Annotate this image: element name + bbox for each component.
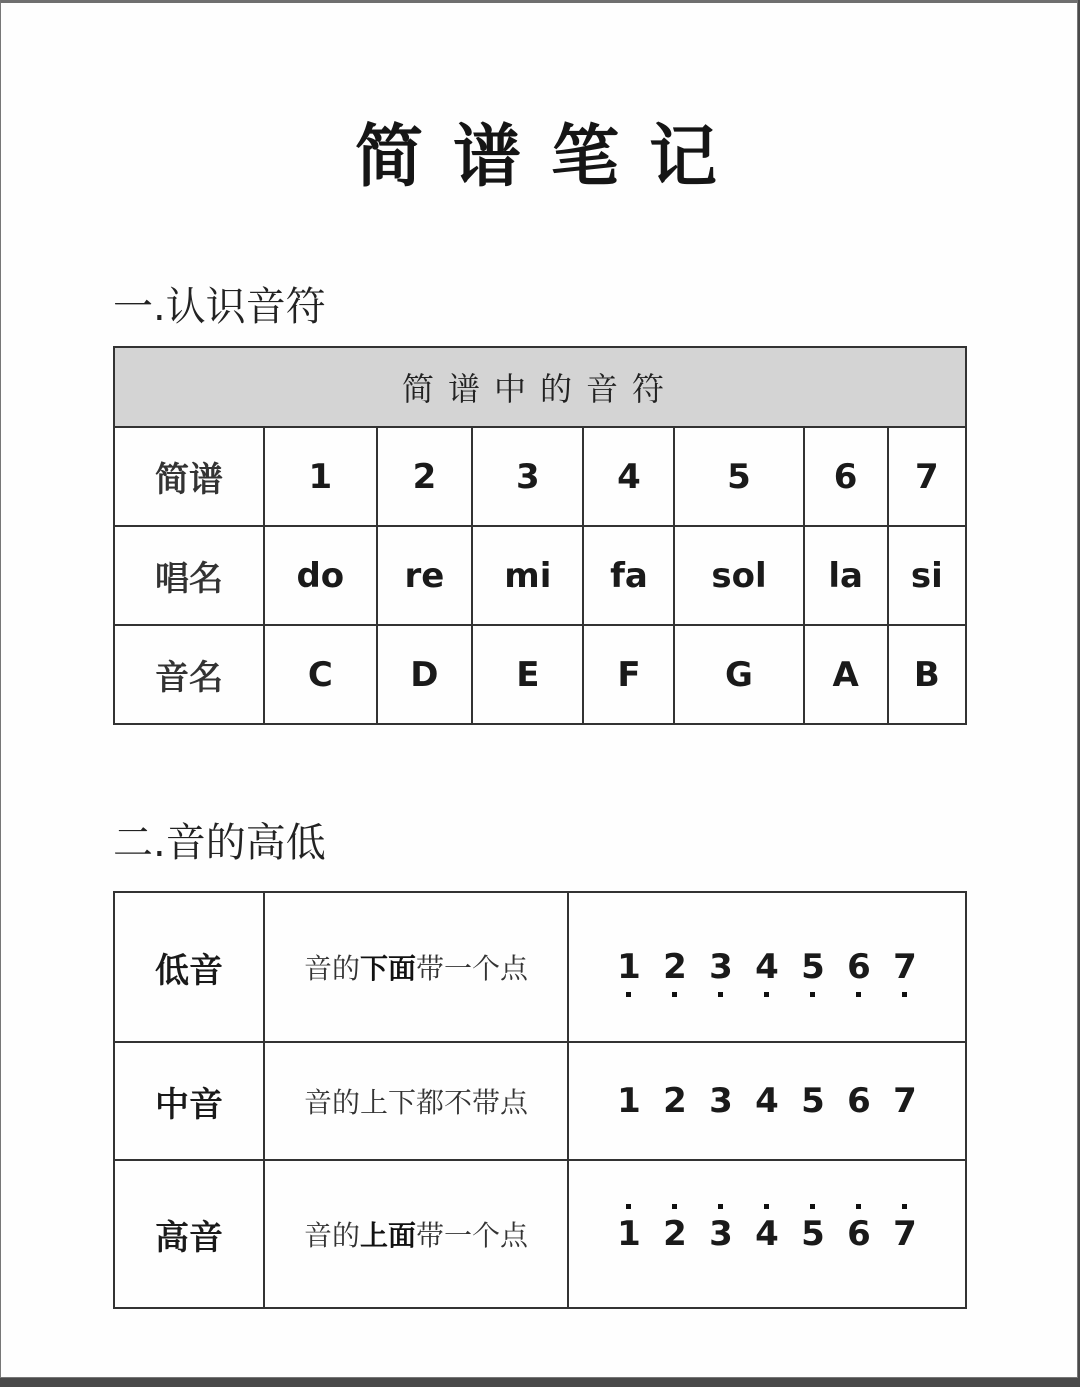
level-desc: 音的下面带一个点 [264,892,568,1042]
cell: 3 [472,427,583,526]
row-label: 唱名 [114,526,264,625]
cell: do [264,526,377,625]
level-label: 中音 [114,1042,264,1160]
row-label: 音名 [114,625,264,724]
cell: G [674,625,803,724]
cell: 5 [674,427,803,526]
level-label: 低音 [114,892,264,1042]
level-label: 高音 [114,1160,264,1308]
cell: C [264,625,377,724]
table-row-mid [114,1042,966,1160]
cell: A [804,625,888,724]
cell: 1 [264,427,377,526]
cell: E [472,625,583,724]
cell: 2 [377,427,473,526]
cell: 4 [583,427,674,526]
cell: fa [583,526,674,625]
cell: sol [674,526,803,625]
cell: B [888,625,966,724]
notes-table-header: 简谱中的音符 [114,347,966,427]
notes-mid: 1 2 3 4 5 6 7 [568,1042,966,1160]
notes-low: 1 2 3 4 5 6 7 [568,892,966,1042]
row-label: 简谱 [114,427,264,526]
cell: si [888,526,966,625]
table-row-high [114,1160,966,1308]
table-row-jianpu [114,427,966,526]
cell: la [804,526,888,625]
notes-high: 1 2 3 4 5 6 7 [568,1160,966,1308]
table-row-low [114,892,966,1042]
page-title: 简谱笔记 [354,118,747,197]
level-desc: 音的上下都不带点 [264,1042,568,1160]
cell: D [377,625,473,724]
table-row-solfege [114,526,966,625]
cell: mi [472,526,583,625]
notes-table [113,346,967,725]
cell: 7 [888,427,966,526]
cell: re [377,526,473,625]
cell: F [583,625,674,724]
pitch-table [113,891,967,1309]
section-heading-pitch: 二.音的高低 [113,820,326,866]
table-row-pitch-name [114,625,966,724]
level-desc: 音的上面带一个点 [264,1160,568,1308]
section-heading-notes: 一.认识音符 [113,284,326,330]
cell: 6 [804,427,888,526]
